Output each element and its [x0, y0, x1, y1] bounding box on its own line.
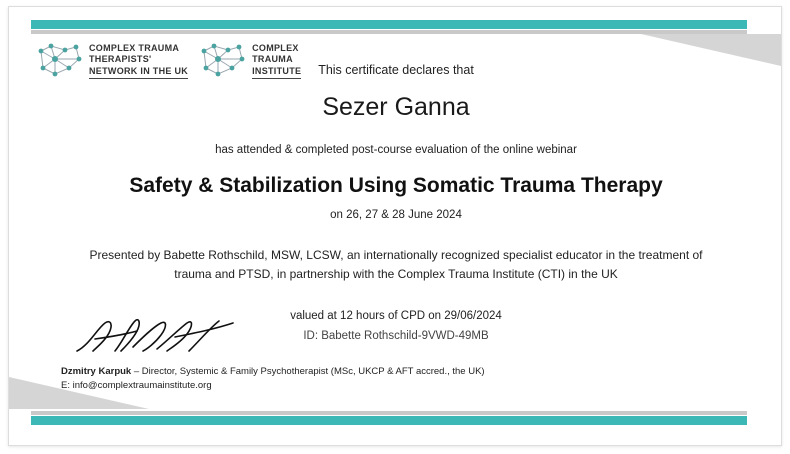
certificate-id: ID: Babette Rothschild-9VWD-49MB [303, 330, 489, 342]
bottom-grey-bar [31, 411, 747, 415]
handwritten-signature-icon [71, 317, 581, 364]
course-title: Safety & Stabilization Using Somatic Trauma Therapy [129, 174, 663, 197]
top-teal-bar [31, 20, 747, 29]
signature-block [61, 317, 581, 391]
institute-logo-text: COMPLEX TRAUMA INSTITUTE [252, 43, 301, 79]
network-logo-text: COMPLEX TRAUMA THERAPISTS' NETWORK IN THE UK [89, 43, 188, 79]
signatory-name: Dzmitry Karpuk [61, 366, 132, 377]
presenter-description [49, 246, 743, 284]
contact-email: E: info@complextraumainstitute.org [61, 380, 212, 391]
signatory-line [61, 366, 581, 377]
presenter-line-2: trauma and PTSD, in partnership with the Complex Trauma Institute (CTI) in the UK [174, 267, 618, 281]
top-grey-bar [31, 30, 747, 34]
certificate-body [49, 51, 743, 342]
declaration-text: This certificate declares that [318, 63, 474, 77]
certificate-sheet [8, 6, 782, 446]
presenter-line-1: Presented by Babette Rothschild, MSW, LCSW, an internationally recognized specialist educator in the treatment of [89, 248, 703, 262]
recipient-name: Sezer Ganna [322, 93, 470, 121]
bottom-teal-bar [31, 416, 747, 425]
cpd-value-text: valued at 12 hours of CPD on 29/06/2024 [290, 310, 502, 322]
course-dates: on 26, 27 & 28 June 2024 [330, 209, 462, 221]
signatory-title: – Director, Systemic & Family Psychotherapist (MSc, UKCP & AFT accred., the UK) [131, 366, 485, 377]
attendance-text: has attended & completed post-course evaluation of the online webinar [215, 144, 577, 156]
